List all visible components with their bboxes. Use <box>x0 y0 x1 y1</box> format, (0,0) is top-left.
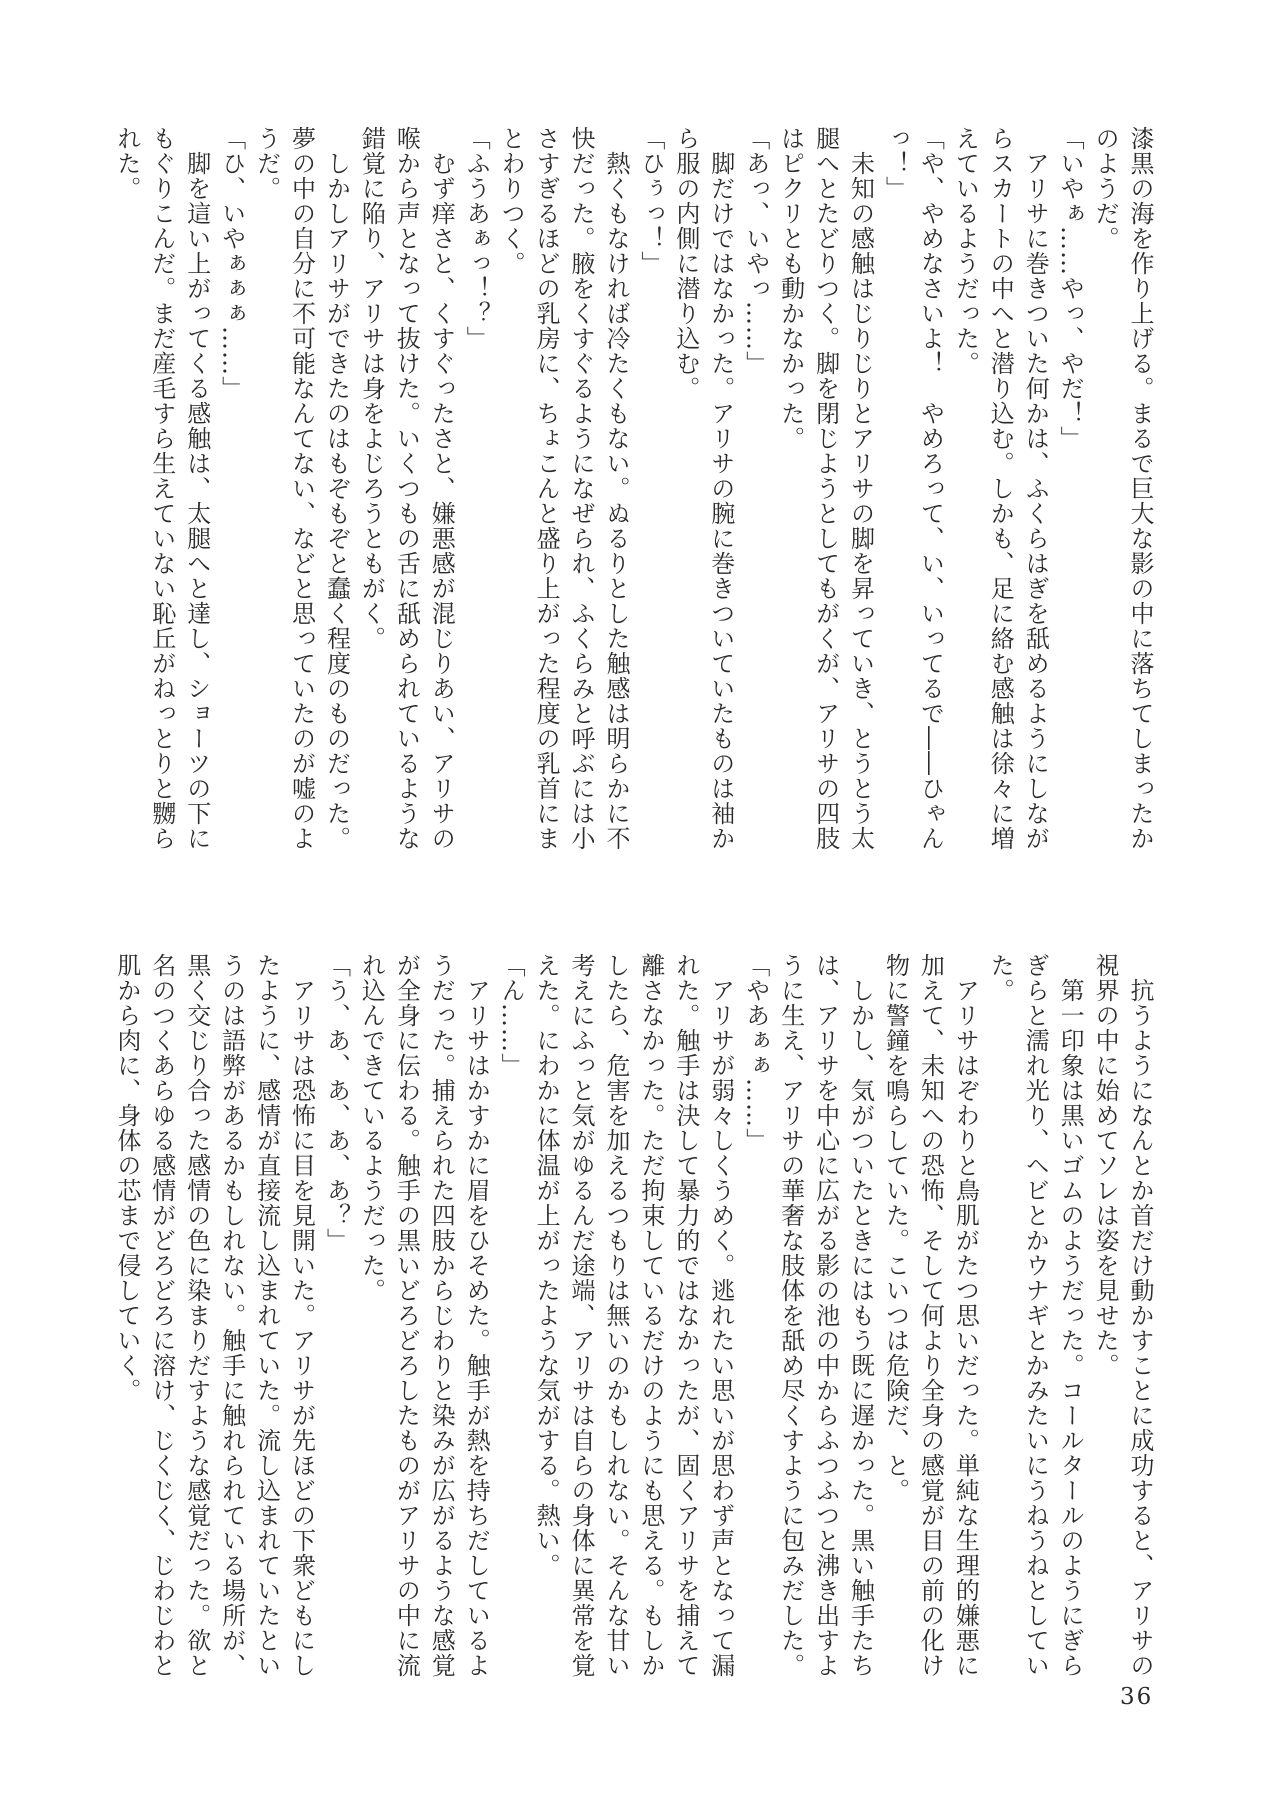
text-column: 加えて、未知への恐怖、そして何より全身の感覚が目の前の化け <box>916 953 945 1678</box>
text-column: ら服の内側に潜り込む。 <box>671 126 700 401</box>
text-column: えているようだった。 <box>951 126 980 376</box>
text-column: 第一印象は黒いゴムのようだった。コールタールのようにぎら <box>1056 978 1085 1678</box>
text-column: 未知の感触はじりじりとアリサの脚を昇っていき、とうとう太 <box>846 151 875 851</box>
text-column: 「ふうあぁっ！？」 <box>462 126 491 351</box>
text-column: た。 <box>986 953 1015 1003</box>
text-column: っ！」 <box>881 126 910 201</box>
text-column: アリサが弱々しくうめく。逃れたい思いが思わず声となって漏 <box>706 978 735 1678</box>
text-column: むず痒さと、くすぐったさと、嫌悪感が混じりあい、アリサの <box>427 151 456 851</box>
text-column: 「あっ、いやっ……」 <box>741 126 770 376</box>
text-column: 「う、あ、あ、あ、あ？」 <box>322 953 351 1253</box>
text-column: しかし、気がついたときにはもう既に遅かった。黒い触手たち <box>846 978 875 1678</box>
text-column: とわりつく。 <box>497 126 526 276</box>
text-column: アリサはかすかに眉をひそめた。触手が熱を持ちだしているよ <box>462 978 491 1678</box>
text-column: はピクリとも動かなかった。 <box>776 126 805 451</box>
text-column: 腿へとたどりつく。脚を閉じようとしてもがくが、アリサの四肢 <box>811 126 840 851</box>
text-column: うだ。 <box>252 126 281 201</box>
text-column: たように、感情が直接流し込まれていた。流し込まれていたとい <box>252 953 281 1678</box>
text-column: アリサはぞわりと鳥肌がたつ思いだった。単純な生理的嫌悪に <box>951 978 980 1678</box>
text-column: 「ひ、いやぁぁぁ……」 <box>217 126 246 401</box>
text-column: 視界の中に始めてソレは姿を見せた。 <box>1091 953 1120 1378</box>
text-column: は、アリサを中心に広がる影の池の中からふつふつと沸き出すよ <box>811 953 840 1678</box>
text-column: 物に警鐘を鳴らしていた。こいつは危険だ、と。 <box>881 953 910 1503</box>
text-column: もぐりこんだ。まだ産毛すら生えていない恥丘がねっとりと嬲ら <box>147 126 176 851</box>
text-column: うのは語弊があるかもしれない。触手に触れられている場所が、 <box>217 953 246 1678</box>
text-column: らスカートの中へと潜り込む。しかも、足に絡む感触は徐々に増 <box>986 126 1015 851</box>
text-column: 漆黒の海を作り上げる。まるで巨大な影の中に落ちてしまったか <box>1126 126 1154 851</box>
text-column: したら、危害を加えるつもりは無いのかもしれない。そんな甘い <box>601 953 630 1678</box>
text-column: 熱くもなければ冷たくもない。ぬるりとした触感は明らかに不 <box>601 151 630 851</box>
text-column: 「やあぁぁ……」 <box>741 953 770 1153</box>
text-column: 脚だけではなかった。アリサの腕に巻きついていたものは袖か <box>706 151 735 851</box>
text-column: 快だった。腋をくすぐるようになぜられ、ふくらみと呼ぶには小 <box>567 126 595 851</box>
text-column: うだった。捕えられた四肢からじわりと染みが広がるような感覚 <box>427 953 456 1678</box>
text-column: 脚を這い上がってくる感触は、太腿へと達し、ショーツの下に <box>182 151 211 851</box>
text-column: 肌から肉に、身体の芯まで侵していく。 <box>112 953 141 1403</box>
text-column: 黒く交じり合った感情の色に染まりだすような感覚だった。欲と <box>182 953 211 1678</box>
text-column: のようだ。 <box>1091 126 1120 251</box>
text-column: が全身に伝わる。触手の黒いどろどろしたものがアリサの中に流 <box>392 953 421 1678</box>
text-column: アリサは恐怖に目を見開いた。アリサが先ほどの下衆どもにし <box>287 978 316 1678</box>
text-column: 離さなかった。ただ拘束しているだけのようにも思える。もしか <box>636 953 665 1678</box>
text-column: しかしアリサができたのはもぞもぞと蠢く程度のものだった。 <box>322 151 351 851</box>
text-column: 夢の中の自分に不可能なんてない、などと思っていたのが嘘のよ <box>287 126 316 851</box>
text-column: れた。 <box>112 126 141 201</box>
text-column: 抗うようになんとか首だけ動かすことに成功すると、アリサの <box>1126 978 1154 1678</box>
text-column: 名のつくあらゆる感情がどろどろに溶け、じくじく、じわじわと <box>147 953 176 1678</box>
text-column: うに生え、アリサの華奢な肢体を舐め尽くすように包みだした。 <box>776 953 805 1678</box>
page-number: 36 <box>1120 1684 1154 1710</box>
text-column: 錯覚に陥り、アリサは身をよじろうともがく。 <box>357 126 386 651</box>
text-column: 「ひぅっ！」 <box>636 126 665 276</box>
text-column: ぎらと濡れ光り、ヘビとかウナギとかみたいにうねうねとしてい <box>1021 953 1050 1678</box>
text-column: えた。にわかに体温が上がったような気がする。熱い。 <box>532 953 561 1578</box>
text-column: 「ん……」 <box>497 953 526 1078</box>
text-band-bottom <box>109 953 1157 1678</box>
text-column: 「や、やめなさいよ！ やめろって、い、いってるで――ひゃん <box>916 126 945 851</box>
text-column: さすぎるほどの乳房に、ちょこんと盛り上がった程度の乳首にま <box>532 126 561 851</box>
text-column: れ込んできているようだった。 <box>357 953 386 1303</box>
text-column: れた。触手は決して暴力的ではなかったが、固くアリサを捕えて <box>671 953 700 1678</box>
text-column: 喉から声となって抜けた。いくつもの舌に舐められているような <box>392 126 421 851</box>
text-column: 「いやぁ……やっ、やだ！」 <box>1056 126 1085 451</box>
text-column: 考えにふっと気がゆるんだ途端、アリサは自らの身体に異常を覚 <box>567 953 595 1678</box>
text-column: アリサに巻きついた何かは、ふくらはぎを舐めるようにしなが <box>1021 151 1050 851</box>
text-band-top <box>109 126 1157 851</box>
